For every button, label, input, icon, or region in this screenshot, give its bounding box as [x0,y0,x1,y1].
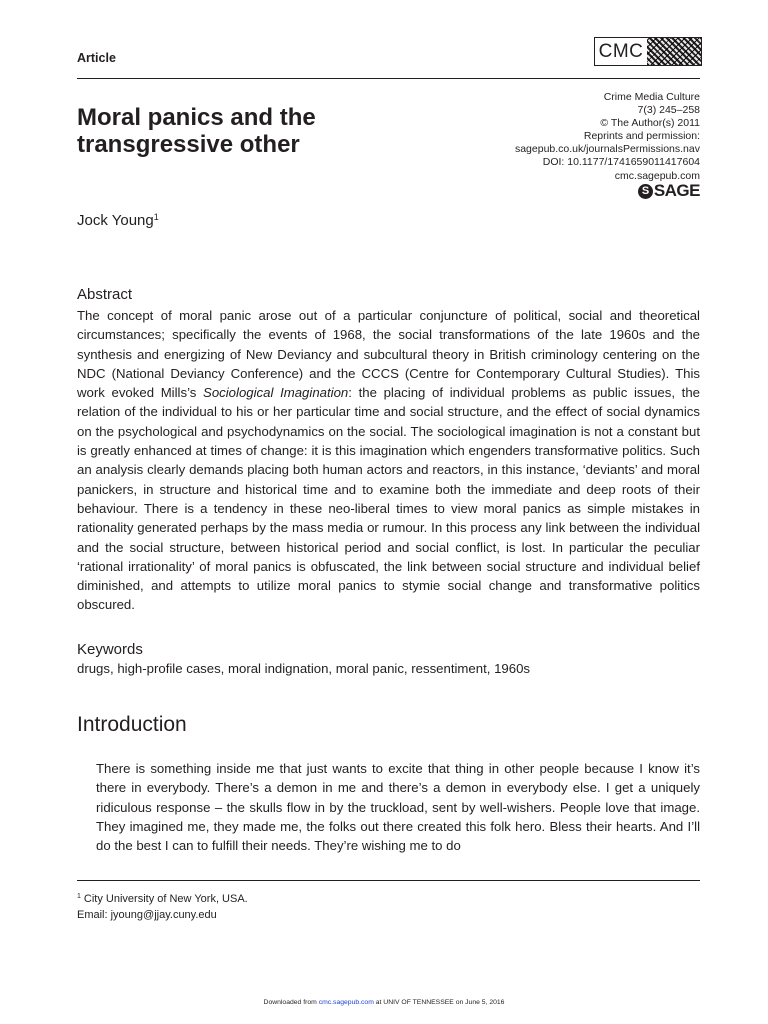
download-prefix: Downloaded from [263,999,319,1006]
journal-volume: 7(3) 245–258 [637,104,700,117]
reprints-link[interactable]: sagepub.co.uk/journalsPermissions.nav [514,143,700,156]
journal-logo [594,37,702,66]
journal-metadata [515,91,700,183]
introduction-heading: Introduction [77,713,187,736]
header-divider [77,78,700,79]
section-label: Article [77,51,116,65]
author-name: Jock Young [77,212,154,229]
copyright-notice: © The Author(s) 2011 [600,117,700,130]
download-notice [0,999,768,1006]
author-footnote-marker[interactable]: 1 [153,212,159,222]
abstract-text-part-1: The concept of moral panic arose out of a particular conjuncture of political, social and theoretical circumstances; specifically the events of 1968, the social transformations of the late 1960s and the synthesis and energizing of New Deviancy and subcultural theory in British criminology centering on the NDC (National Deviancy Conference) and the CCCS (Centre for Contemporary Cultural Studies). This work evoked Mills’s [77,308,700,401]
footnote [77,889,248,923]
journal-logo-pattern [647,38,701,65]
publisher-name: SAGE [653,181,700,200]
abstract-body [77,306,700,615]
author-line [77,212,159,229]
footnote-affiliation: City University of New York, USA. [83,893,248,905]
title-line-1: Moral panics and the [77,104,316,131]
journal-site[interactable]: cmc.sagepub.com [614,169,700,182]
sage-s-icon: S [638,184,653,199]
abstract-heading: Abstract [77,286,133,303]
doi[interactable]: DOI: 10.1177/1741659011417604 [542,156,700,169]
reprints-label: Reprints and permission: [583,130,700,143]
keywords-list: drugs, high-profile cases, moral indignation, moral panic, ressentiment, 1960s [77,661,531,676]
footnote-divider [77,880,700,881]
epigraph-quote: There is something inside me that just wants to excite that thing in other people because I know it’s there in everybody. There’s a demon in me and there’s a demon in everybody else. I get a uniquely ridiculous response – the skulls flow in by the truckload, sent by well-wishers. People love that image. They imagined me, they made me, the folks out there created this folk hero. Bless their hearts. And I’ll do the best I can to fulfill their needs. They’re wishing me to do [96,761,700,854]
abstract-text-part-2: : the placing of individual problems as public issues, the relation of the individual to his or her particular time and social structure, and the effect of social dynamics on the psychological and psychodynamics on the social. The sociological imagination is not a constant but is greatly enhanced at times of change: it is this imagination which engenders transformative politics. Such an analysis clearly demands placing both human actors and reactors, in this instance, ‘deviants’ and moral panickers, in structure and historical time and to examine both the immediate and deep roots of their behaviour. There is a tendency in these neo-liberal times to view moral panics as simple mistakes in rationality generated perhaps by the mass media or rumour. In this process any link between the individual and the social structure, between historical period and social conflict, is lost. In particular the peculiar ‘rational irrationality’ of moral panics is obfuscated, the link between social structure and individual belief diminished, and attempts to utilize moral panics to stymie social change and transformative politics obscured. [77,385,701,613]
download-suffix: at UNIV OF TENNESSEE on June 5, 2016 [373,999,505,1006]
journal-name: Crime Media Culture [603,91,700,103]
journal-logo-text: CMC [598,40,644,62]
publisher-logo [638,181,700,201]
keywords-heading: Keywords [77,641,143,658]
abstract-italic-title: Sociological Imagination [203,385,349,401]
article-title [77,104,407,158]
footnote-email[interactable]: Email: jyoung@jjay.cuny.edu [77,909,217,921]
download-link[interactable]: cmc.sagepub.com [318,999,374,1006]
footnote-marker: 1 [77,893,81,900]
title-line-2: transgressive other [77,131,300,158]
